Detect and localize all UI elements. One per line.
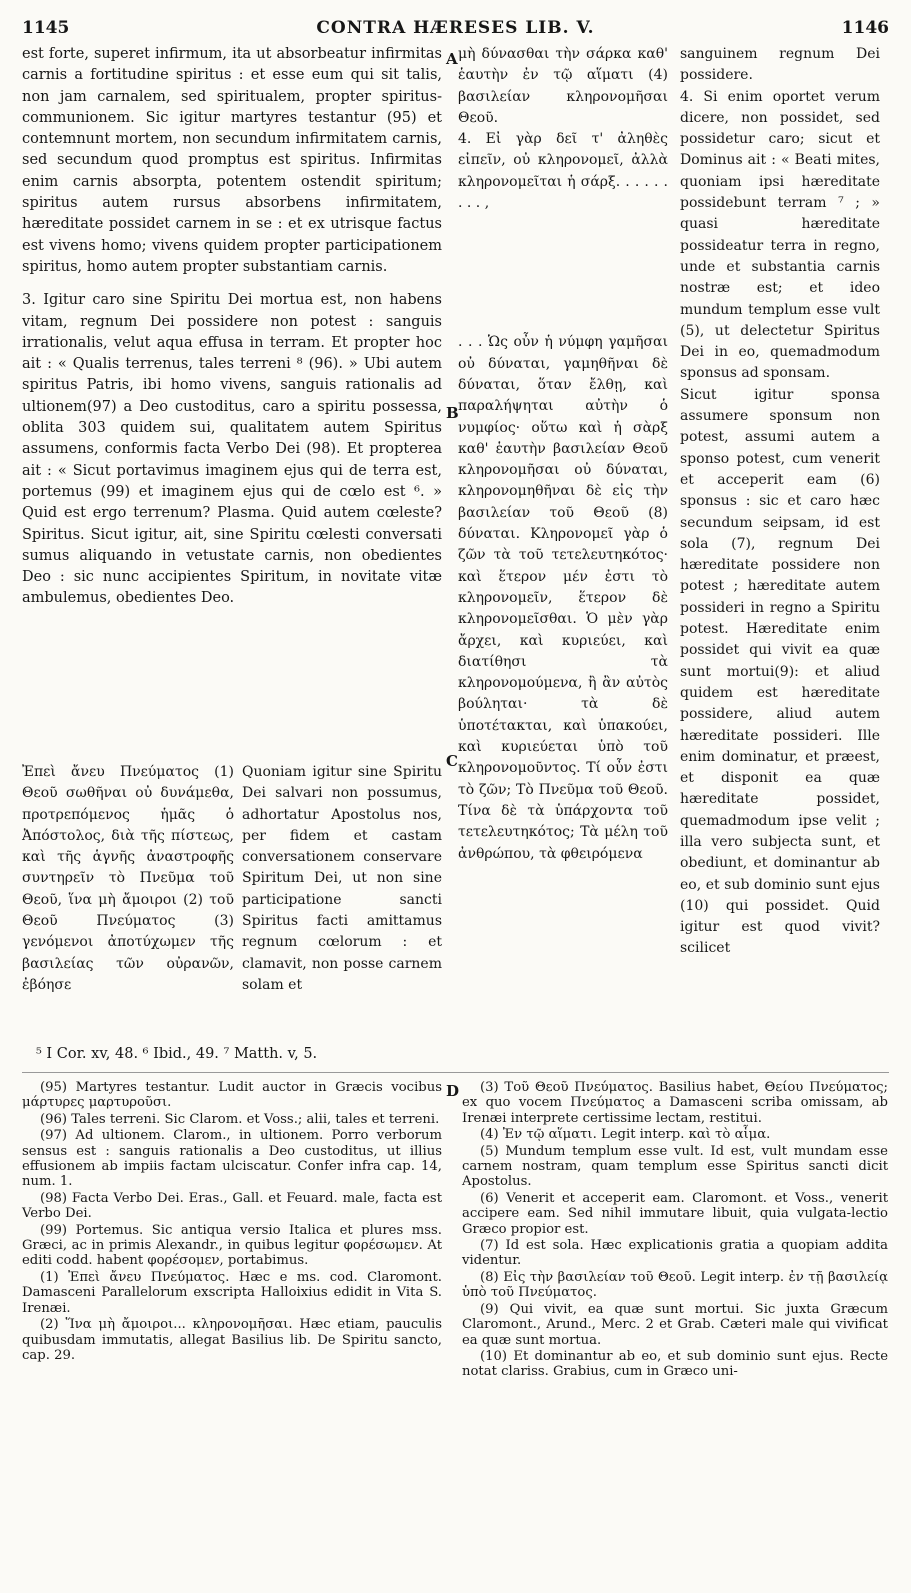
greek-paragraph: 4. Εἰ γὰρ δεῖ τ' ἀληθὲς εἰπεῖν, οὐ κληρονομεῖ, ἀλλὰ κληρονομεῖται ἡ σάρξ. . . . . . . . . , bbox=[458, 131, 668, 212]
latin-paragraph: 3. Igitur caro sine Spiritu Dei mortua est, non habens vitam, regnum Dei possidere non potest : sanguis irrationalis, velut aqua effusa in terram. Et propter hoc ait : « Qualis terrenus, tales terreni ⁸ (96). » Ubi autem spiritus Patris, ibi homo vivens, sanguis rationalis ad ultionem(97) a Deo custoditus, caro a spiritu possessa, oblita 303 quidem sui, qualitatem autem Spiritus assumens, conformis facta Verbo Dei (98). Et propterea ait : « Sicut portavimus imaginem ejus qui de terra est, portemus (99) et imaginem ejus qui de cœlo est ⁶. » Quid est ergo terrenum? Plasma. Quid autem cœleste? Spiritus. Sicut igitur, ait, sine Spiritu cœlesti conversati sumus aliquando in vetustate carnis, non obedientes Deo : sic nunc accipientes Spiritum, in novitate vitæ ambulemus, obedientes Deo. bbox=[22, 292, 442, 607]
footnote: (5) Mundum templum esse vult. Id est, vult mundam esse carnem nostram, quam templum esse Spiritus sancti dicit Apostolus. bbox=[462, 1143, 888, 1190]
footnote: (98) Facta Verbo Dei. Eras., Gall. et Feuard. male, facta est Verbo Dei. bbox=[22, 1190, 442, 1222]
margin-letter-c: C bbox=[446, 752, 458, 770]
greek-paragraph: . . . Ὡς οὖν ἡ νύμφη γαμῆσαι οὐ δύναται, γαμηθῆναι δὲ δύναται, ὅταν ἔλθῃ, καὶ παραλήψηται αὐτὴν ὁ νυμφίος· οὕτω καὶ ἡ σὰρξ καθ' ἑαυτὴν βασιλείαν Θεοῦ κληρονομῆσαι οὐ δύναται, κληρονομηθῆναι δὲ εἰς τὴν βασιλείαν τοῦ Θεοῦ (8) δύναται. Κληρονομεῖ γὰρ ὁ ζῶν τὰ τοῦ τετελευτηκότος· καὶ ἕτερον μέν ἐστι τὸ κληρονομεῖν, ἕτερον δὲ κληρονομεῖσθαι. Ὁ μὲν γὰρ ἄρχει, καὶ κυριεύει, καὶ διατίθησι τὰ κληρονομούμενα, ἢ ἂν αὐτὸς βούληται· τὰ δὲ ὑποτέτακται, καὶ ὑπακούει, καὶ κυριεύεται ὑπὸ τοῦ κληρονομοῦντος. Τί οὖν ἐστι τὸ ζῶν; Τὸ Πνεῦμα τοῦ Θεοῦ. Τίνα δὲ τὰ ὑπάρχοντα τοῦ τετελευτηκότος; Τὰ μέλη τοῦ ἀνθρώπου, τὰ φθειρόμενα bbox=[458, 334, 668, 862]
latin-version-column bbox=[680, 44, 880, 960]
latin-version-paragraph: sanguinem regnum Dei possidere. bbox=[680, 46, 880, 84]
margin-letter-a: A bbox=[446, 50, 458, 68]
running-title: CONTRA HÆRESES LIB. V. bbox=[316, 18, 595, 38]
notes-divider bbox=[22, 1072, 889, 1073]
margin-letter-d: D bbox=[446, 1082, 460, 1100]
latin-lower-text: Quoniam igitur sine Spiritu Dei salvari non possumus, adhortatur Apostolus nos, per fidem et castam conversationem conservare Spiritum Dei, ut non sine participatione sancti Spiritus facti amittamus regnum cœlorum : et clamavit, non posse carnem solam et bbox=[242, 764, 442, 993]
footnote: (1) Ἐπεὶ ἄνευ Πνεύματος. Hæc e ms. cod. Claromont. Damasceni Parallelorum exscripta Halloixius edidit in Vita S. Irenæi. bbox=[22, 1269, 442, 1316]
footnote: (99) Portemus. Sic antiqua versio Italica et plures mss. Græci, ac in primis Alexandr., in quibus legitur φορέσωμεν. At editi codd. habent φορέσομεν, portabimus. bbox=[22, 1222, 442, 1269]
footnote: (95) Martyres testantur. Ludit auctor in Græcis vocibus μάρτυρες μαρτυροῦσι. bbox=[22, 1080, 442, 1111]
footnote: (7) Id est sola. Hæc explicationis gratia a quopiam addita videntur. bbox=[462, 1238, 888, 1269]
margin-letter-b: B bbox=[446, 404, 459, 422]
page-number-right: 1146 bbox=[841, 18, 889, 38]
footnote: (4) Ἐν τῷ αἵματι. Legit interp. καὶ τὸ αἷμα. bbox=[480, 1127, 771, 1143]
latin-version-paragraph: Sicut igitur sponsa assumere sponsum non potest, assumi autem a sponso potest, cum venerit et acceperit eam (6) sponsus : sic et caro hæc secundum seipsam, id est sola (7), regnum Dei hæreditate possidere non potest ; hæreditate autem possideri in regno a Spiritu potest. Hæreditate enim possidet qui vivit ea quæ sunt mortui(9): et aliud quidem est hæreditate possidere, aliud autem hæreditate possideri. Ille enim dominatur, et præest, et disponit ea quæ hæreditate possidet, quemadmodum ipse velit ; illa vero subjecta sunt, et obediunt, et dominantur ab eo, et sub dominio sunt ejus (10) qui possidet. Quid igitur est quod vivit? scilicet bbox=[680, 386, 880, 957]
latin-version-paragraph: 4. Si enim oportet verum dicere, non possidet, sed possidetur caro; sicut et Dominus ait : « Beati mites, quoniam ipsi hæreditate possidebunt terram ⁷ ; » quasi hæreditate possideatur terra in regno, unde et substantia carnis nostræ est; et ideo mundum templum esse vult (5), ut delectetur Spiritus Dei in eo, quemadmodum sponsus ad sponsam. bbox=[680, 88, 880, 382]
latin-main-column bbox=[22, 44, 442, 610]
page-number-left: 1145 bbox=[22, 18, 70, 38]
latin-lower-column bbox=[242, 762, 442, 996]
greek-lower-text: Ἐπεὶ ἄνευ Πνεύματος (1) Θεοῦ σωθῆναι οὐ δυνάμεθα, προτρεπόμενος ἡμᾶς ὁ Ἀπόστολος, διὰ τῆς πίστεως, καὶ τῆς ἁγνῆς ἀναστροφῆς συντηρεῖν τὸ Πνεῦμα τοῦ Θεοῦ, ἵνα μὴ ἄμοιροι (2) τοῦ Θεοῦ Πνεύματος (3) γενόμενοι ἀποτύχωμεν τῆς βασιλείας τῶν οὐρανῶν, ἐβόησε bbox=[22, 764, 234, 993]
latin-paragraph: est forte, superet infirmum, ita ut absorbeatur infirmitas carnis a fortitudine spiritus : et esse eum qui sit talis, non jam carnalem, sed spiritualem, propter spiritus-communionem. Sic igitur martyres testantur (95) et contemnunt mortem, non secundum infirmitatem carnis, sed secundum quod promptus est spiritus. Infirmitas enim carnis absorpta, potentem ostendit spiritum; spiritus autem rursus absorbens infirmitatem, hæreditate possidet carnem in se : et ex utrisque factus est vivens homo; vivens quidem propter participationem spiritus, homo autem propter substantiam carnis. bbox=[22, 46, 442, 275]
footnote: (96) Tales terreni. Sic Clarom. et Voss.; alii, tales et terreni. bbox=[40, 1111, 440, 1127]
running-header bbox=[22, 18, 889, 40]
footnote: (9) Qui vivit, ea quæ sunt mortui. Sic juxta Græcum Claromont., Arund., Merc. 2 et Grab. Cæteri male qui vivificat ea quæ sunt mortua. bbox=[462, 1301, 888, 1348]
footnote: (10) Et dominantur ab eo, et sub dominio sunt ejus. Recte notat clariss. Grabius, cum in Græco uni- bbox=[462, 1348, 888, 1380]
footnotes-left bbox=[22, 1080, 442, 1364]
footnote: (97) Ad ultionem. Clarom., in ultionem. Porro verborum sensus est : sanguis rationalis a Deo custoditus, ut illius effusionem ab impiis factam ulciscatur. Confer infra cap. 14, num. 1. bbox=[22, 1128, 442, 1190]
footnote: (2) Ἵνα μὴ ἄμοιροι... κληρονομῆσαι. Hæc etiam, pauculis quibusdam immutatis, allegat Basilius lib. De Spiritu sancto, cap. 29. bbox=[22, 1317, 442, 1363]
greek-lower-column bbox=[22, 762, 234, 996]
greek-paragraph: μὴ δύνασθαι τὴν σάρκα καθ' ἑαυτὴν ἐν τῷ αἵματι (4) βασιλείαν κληρονομῆσαι Θεοῦ. bbox=[458, 46, 668, 126]
footnote: (6) Venerit et acceperit eam. Claromont. et Voss., venerit accipere eam. Sed nihil immutare libuit, quia vulgata-lectio Græco propior est. bbox=[462, 1190, 888, 1237]
footnote: (8) Εἰς τὴν βασιλείαν τοῦ Θεοῦ. Legit interp. ἐν τῇ βασιλείᾳ ὑπὸ τοῦ Πνεύματος. bbox=[462, 1269, 888, 1301]
greek-column bbox=[458, 44, 668, 865]
scripture-references: ⁵ I Cor. xv, 48. ⁶ Ibid., 49. ⁷ Matth. v, 5. bbox=[36, 1046, 318, 1062]
footnote: (3) Τοῦ Θεοῦ Πνεύματος. Basilius habet, Θείου Πνεύματος; ex quo vocem Πνεύματος a Damasceni scriba omissam, ab Irenæi interprete certissime lectam, restitui. bbox=[462, 1080, 888, 1126]
footnotes-right bbox=[462, 1080, 888, 1381]
